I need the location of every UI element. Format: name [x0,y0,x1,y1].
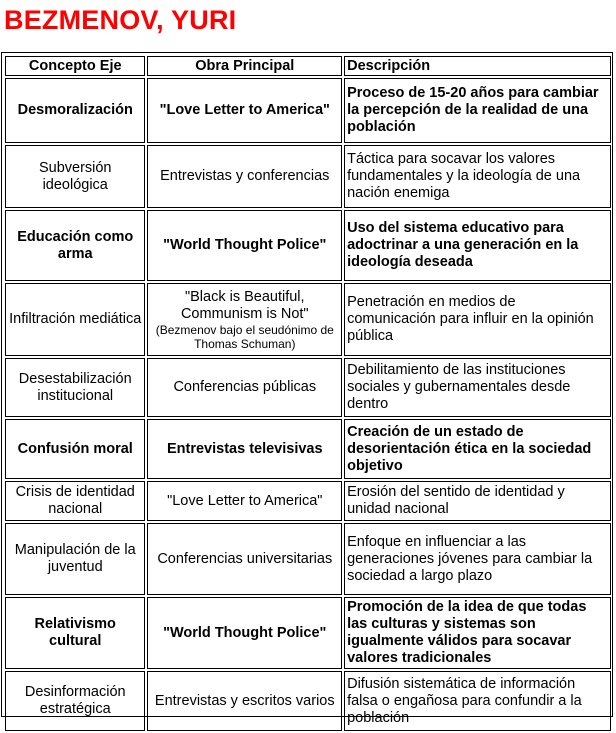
table-row [5,283,611,356]
table-row [5,145,611,208]
work-title: "Love Letter to America" [167,492,323,509]
work-cell [147,419,342,479]
work-cell [147,358,342,417]
table-header-row [5,56,611,76]
concept-cell: Subversión ideológica [5,145,145,208]
work-cell [147,210,342,281]
work-title: Entrevistas y escritos varios [154,692,335,709]
work-title: "World Thought Police" [163,624,327,641]
concept-cell: Desinformación estratégica [5,671,145,731]
concept-cell: Desestabilización institucional [5,358,145,417]
work-title: "Black is Beautiful, Communism is Not" [180,288,309,322]
work-cell [147,523,342,595]
table-row [5,481,611,521]
table-row [5,419,611,479]
work-cell [147,283,342,356]
concept-cell: Manipulación de la juventud [5,523,145,595]
table-row [5,671,611,731]
description-cell: Promoción de la idea de que todas las culturas y sistemas son igualmente válidos para socavar valores tradicionales [344,597,611,669]
table-row [5,78,611,143]
work-title: Entrevistas y conferencias [160,168,330,184]
description-cell: Proceso de 15-20 años para cambiar la percepción de la realidad de una población [344,78,611,143]
description-cell: Erosión del sentido de identidad y unidad nacional [344,481,611,521]
concept-cell: Desmoralización [5,78,145,143]
header-concepto-eje: Concepto Eje [5,56,145,76]
work-title: Entrevistas televisivas [166,440,323,457]
work-title: "Love Letter to America" [159,102,330,118]
description-cell: Difusión sistemática de información falsa o engañosa para confundir a la población [344,671,611,731]
work-cell [147,481,342,521]
table-row [5,597,611,669]
concept-cell: Infiltración mediática [5,283,145,356]
description-cell: Uso del sistema educativo para adoctrinar a una generación en la ideología deseada [344,210,611,281]
concept-cell: Confusión moral [5,419,145,479]
work-title: Conferencias públicas [173,379,317,395]
work-cell [147,145,342,208]
work-cell [147,671,342,731]
concepts-table [3,54,613,733]
work-note: (Bezmenov bajo el seudónimo de Thomas Schuman) [155,322,334,351]
description-cell: Debilitamiento de las instituciones sociales y gubernamentales desde dentro [344,358,611,417]
work-title: Conferencias universitarias [157,550,333,567]
description-cell: Enfoque en influenciar a las generaciones jóvenes para cambiar la sociedad a largo plazo [344,523,611,595]
work-cell [147,597,342,669]
table-row [5,523,611,595]
description-cell: Táctica para socavar los valores fundamentales y la ideología de una nación enemiga [344,145,611,208]
page-title: BEZMENOV, YURI [4,5,237,35]
header-obra-principal: Obra Principal [147,56,342,76]
description-cell: Penetración en medios de comunicación para influir en la opinión pública [344,283,611,356]
concept-cell: Relativismo cultural [5,597,145,669]
concept-cell: Educación como arma [5,210,145,281]
work-cell [147,78,342,143]
header-descripcion: Descripción [344,56,611,76]
table-row [5,210,611,281]
description-cell: Creación de un estado de desorientación ética en la sociedad objetivo [344,419,611,479]
work-title: "World Thought Police" [163,237,327,253]
table-row [5,358,611,417]
concept-cell: Crisis de identidad nacional [5,481,145,521]
